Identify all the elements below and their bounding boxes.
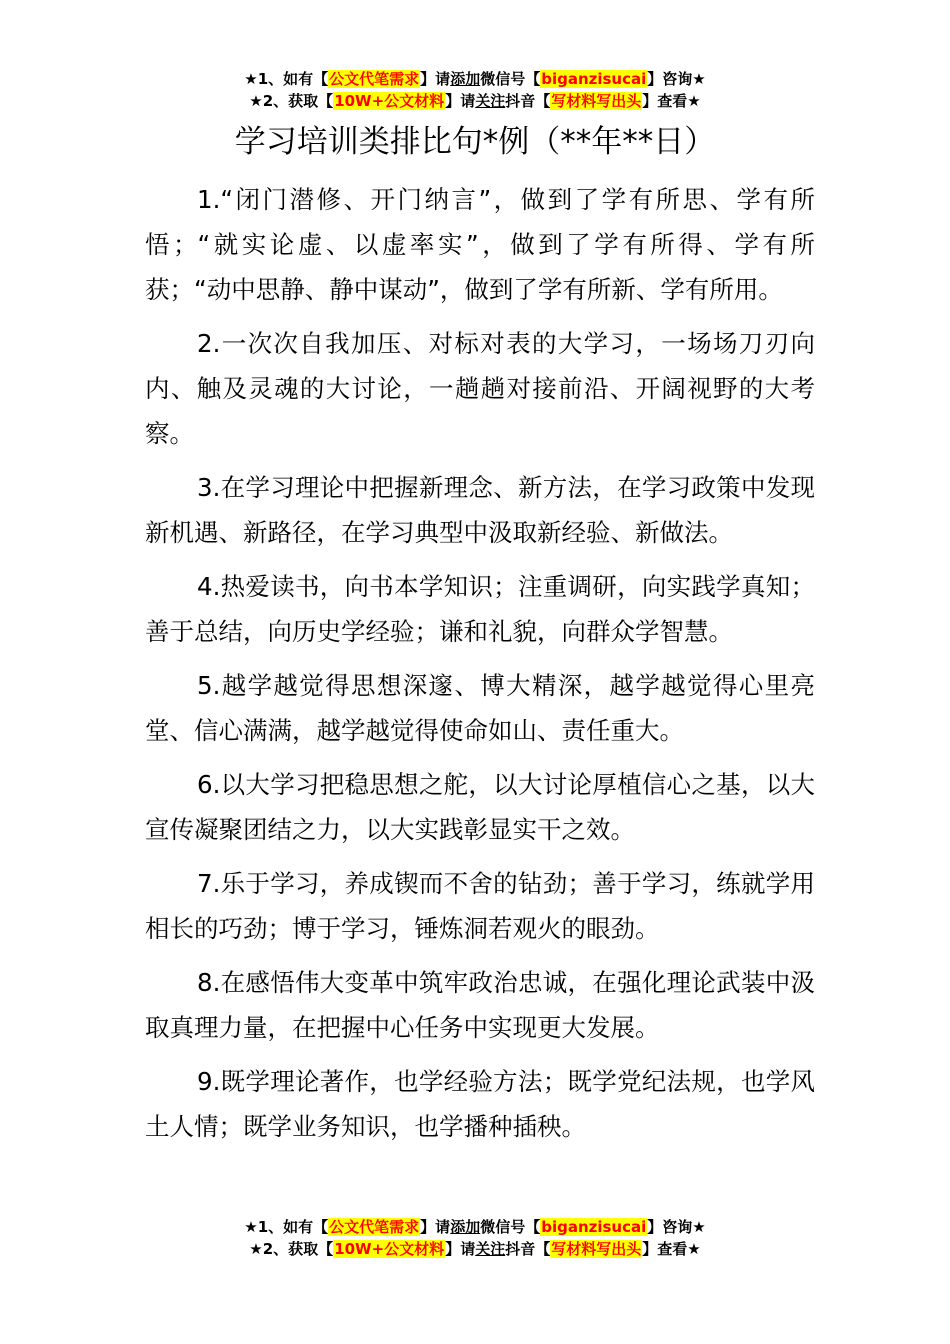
- footer-banner: [0, 1216, 950, 1260]
- banner-text: ★2、获取【: [249, 1240, 334, 1258]
- banner-line-2: [0, 1238, 950, 1260]
- banner-highlight: biganzisucai: [541, 70, 647, 88]
- banner-highlight: biganzisucai: [541, 1218, 647, 1236]
- paragraph-9: 9.既学理论著作，也学经验方法；既学党纪法规，也学风土人情；既学业务知识，也学播种插秧。: [145, 1067, 815, 1141]
- paragraph-8: 8.在感悟伟大变革中筑牢政治忠诚，在强化理论武装中汲取真理力量，在把握中心任务中实现更大发展。: [145, 968, 815, 1042]
- banner-highlight: 10W+公文材料: [334, 92, 445, 110]
- banner-text: 】请: [445, 1240, 476, 1258]
- banner-text: 微信号【: [480, 1218, 541, 1236]
- banner-text: 】请: [420, 1218, 451, 1236]
- banner-text: 】请: [420, 70, 451, 88]
- banner-text: 抖音【: [505, 92, 551, 110]
- banner-line-1: [0, 68, 950, 90]
- paragraph-7: 7.乐于学习，养成锲而不舍的钻劲；善于学习，练就学用相长的巧劲；博于学习，锤炼洞若观火的眼劲。: [145, 869, 815, 943]
- paragraph-5: 5.越学越觉得思想深邃、博大精深，越学越觉得心里亮堂、信心满满，越学越觉得使命如山、责任重大。: [145, 671, 815, 745]
- banner-highlight: 写材料写出头: [551, 92, 642, 110]
- paragraph-2: 2.一次次自我加压、对标对表的大学习，一场场刀刃向内、触及灵魂的大讨论，一趟趟对接前沿、开阔视野的大考察。: [145, 329, 815, 448]
- banner-text: 抖音【: [505, 1240, 551, 1258]
- banner-line-1: [0, 1216, 950, 1238]
- banner-text: 】查看★: [642, 1240, 701, 1258]
- paragraph-1: 1.“闭门潜修、开门纳言”，做到了学有所思、学有所悟；“就实论虚、以虚率实”，做到了学有所得、学有所获；“动中思静、静中谋动”，做到了学有所新、学有所用。: [145, 185, 815, 304]
- banner-highlight: 公文代笔需求: [329, 1218, 420, 1236]
- document-title: 学习培训类排比句*例（**年**日）: [234, 124, 716, 160]
- banner-highlight: 公文代笔需求: [329, 70, 420, 88]
- banner-text: ★1、如有【: [244, 70, 329, 88]
- banner-underlined: 关注: [475, 92, 506, 110]
- banner-text: 】咨询★: [647, 1218, 706, 1236]
- banner-text: 微信号【: [480, 70, 541, 88]
- paragraph-3: 3.在学习理论中把握新理念、新方法，在学习政策中发现新机遇、新路径，在学习典型中汲取新经验、新做法。: [145, 473, 815, 547]
- banner-underlined: 添加: [450, 70, 481, 88]
- banner-text: 】查看★: [642, 92, 701, 110]
- banner-highlight: 写材料写出头: [551, 1240, 642, 1258]
- banner-text: ★2、获取【: [249, 92, 334, 110]
- paragraph-6: 6.以大学习把稳思想之舵，以大讨论厚植信心之基，以大宣传凝聚团结之力，以大实践彰显实干之效。: [145, 770, 815, 844]
- banner-underlined: 添加: [450, 1218, 481, 1236]
- banner-text: 】咨询★: [647, 70, 706, 88]
- banner-highlight: 10W+公文材料: [334, 1240, 445, 1258]
- document-body: [145, 177, 815, 1158]
- banner-text: 】请: [445, 92, 476, 110]
- banner-text: ★1、如有【: [244, 1218, 329, 1236]
- paragraph-4: 4.热爱读书，向书本学知识；注重调研，向实践学真知；善于总结，向历史学经验；谦和礼貌，向群众学智慧。: [145, 572, 815, 646]
- banner-line-2: [0, 90, 950, 112]
- header-banner: [0, 68, 950, 112]
- banner-underlined: 关注: [475, 1240, 506, 1258]
